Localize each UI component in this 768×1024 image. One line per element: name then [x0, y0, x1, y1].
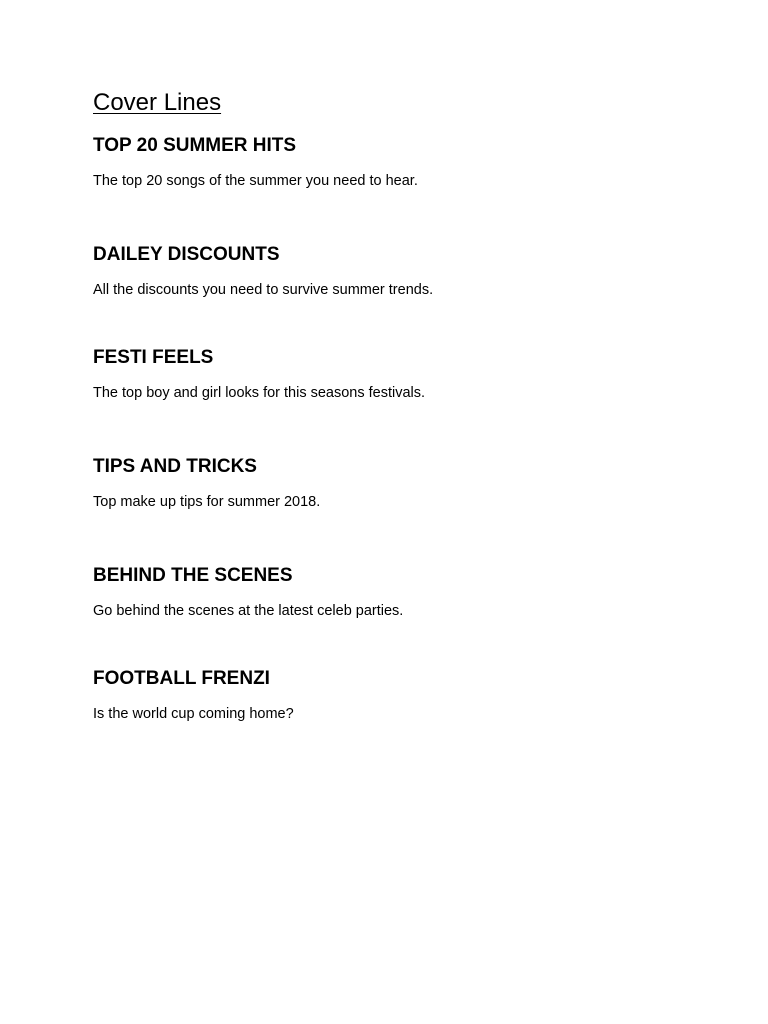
cover-line-heading: FESTI FEELS	[93, 347, 214, 368]
page-title: Cover Lines	[93, 89, 222, 116]
cover-line-text: All the discounts you need to survive summer trends.	[93, 282, 434, 298]
cover-line-heading: TOP 20 SUMMER HITS	[93, 135, 297, 156]
cover-line-text: Top make up tips for summer 2018.	[93, 494, 321, 510]
cover-line-text: The top 20 songs of the summer you need to hear.	[93, 173, 418, 189]
cover-line-text: Go behind the scenes at the latest celeb parties.	[93, 603, 404, 619]
cover-line-heading: DAILEY DISCOUNTS	[93, 244, 280, 265]
cover-line-heading: BEHIND THE SCENES	[93, 565, 293, 586]
cover-line-heading: FOOTBALL FRENZI	[93, 668, 270, 689]
cover-line-text: Is the world cup coming home?	[93, 706, 294, 722]
cover-line-heading: TIPS AND TRICKS	[93, 456, 257, 477]
cover-line-text: The top boy and girl looks for this seasons festivals.	[93, 385, 426, 401]
